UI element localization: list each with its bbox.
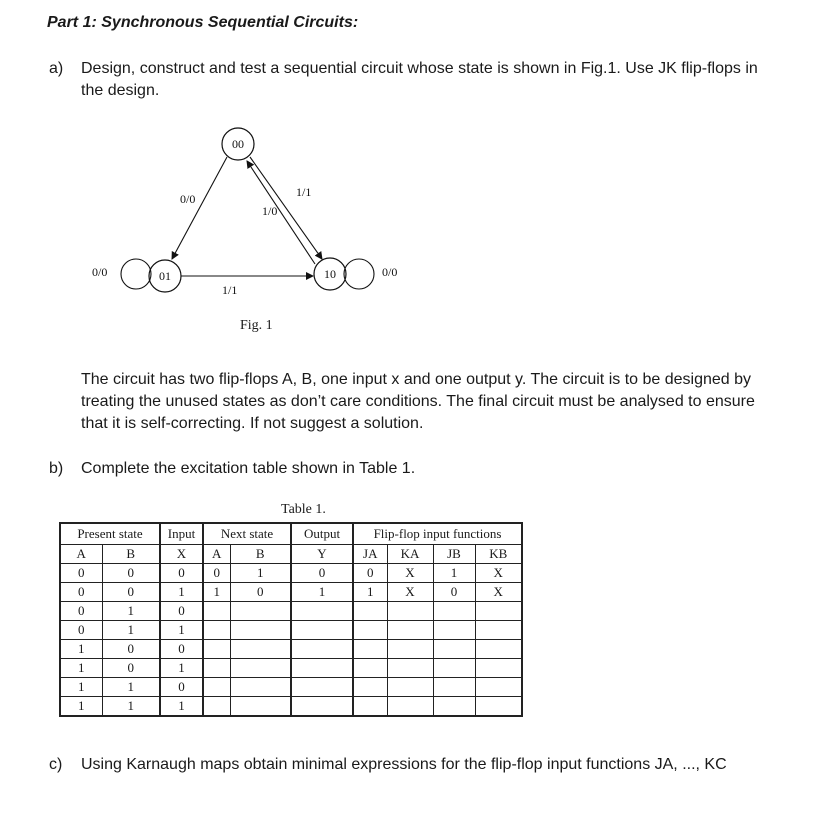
sub-header-cell: A (60, 545, 102, 564)
table-cell (475, 640, 522, 659)
sub-header-cell: JA (353, 545, 387, 564)
table-cell (433, 678, 475, 697)
table-cell: 0 (353, 564, 387, 583)
part-a-label: a) (49, 60, 64, 77)
state-00-label: 00 (232, 137, 244, 151)
table-cell (387, 678, 433, 697)
state-01-label: 01 (159, 269, 171, 283)
table-cell: 0 (102, 583, 160, 602)
table-cell (203, 621, 230, 640)
table-cell: X (387, 564, 433, 583)
table-cell (353, 659, 387, 678)
table-cell (387, 602, 433, 621)
header-input: Input (160, 523, 203, 545)
table-cell: 1 (230, 564, 291, 583)
table-cell: 1 (102, 697, 160, 717)
table-cell (291, 678, 353, 697)
table-row (60, 640, 522, 659)
table-cell (291, 659, 353, 678)
table-cell: 1 (291, 583, 353, 602)
table-cell (230, 678, 291, 697)
part-a-line2: the design. (81, 82, 160, 99)
table-cell: 0 (60, 583, 102, 602)
table-cell: 0 (102, 659, 160, 678)
table-cell (433, 640, 475, 659)
table-cell: X (475, 583, 522, 602)
header-present-state: Present state (60, 523, 160, 545)
table-caption: Table 1. (281, 502, 326, 517)
figure-caption: Fig. 1 (240, 318, 273, 333)
table-cell: 1 (160, 621, 203, 640)
edge-label-01-self: 0/0 (92, 265, 108, 279)
table-cell: 0 (230, 583, 291, 602)
table-cell: X (387, 583, 433, 602)
edge-00-to-01 (172, 157, 227, 259)
table-cell (387, 640, 433, 659)
sub-header-cell: A (203, 545, 230, 564)
table-cell: 1 (102, 602, 160, 621)
table-cell (475, 697, 522, 717)
table-cell: 0 (60, 564, 102, 583)
table-cell: 1 (60, 659, 102, 678)
table-row (60, 697, 522, 717)
table-cell (230, 640, 291, 659)
edge-label-00-10: 1/1 (296, 185, 312, 199)
table-cell (353, 678, 387, 697)
edge-label-10-self: 0/0 (382, 265, 398, 279)
sub-header-cell: KB (475, 545, 522, 564)
edge-label-00-01: 0/0 (180, 192, 196, 206)
part-c-text: Using Karnaugh maps obtain minimal expressions for the flip-flop input functions JA, ..., KC (81, 756, 727, 773)
table-cell (230, 621, 291, 640)
table-cell: 1 (102, 621, 160, 640)
table-cell: 0 (291, 564, 353, 583)
table-cell: 1 (353, 583, 387, 602)
table-sub-header-row (60, 545, 522, 564)
table-cell (230, 697, 291, 717)
part-a-line1: Design, construct and test a sequential circuit whose state is shown in Fig.1. Use JK flip-flops in (81, 60, 758, 77)
table-cell (433, 659, 475, 678)
table-cell (353, 621, 387, 640)
table-cell: 0 (160, 640, 203, 659)
page-title: Part 1: Synchronous Sequential Circuits: (47, 14, 359, 31)
table-cell: 1 (160, 697, 203, 717)
table-cell (230, 602, 291, 621)
table-cell (387, 621, 433, 640)
table-cell (291, 640, 353, 659)
table-row (60, 602, 522, 621)
part-b-text: Complete the excitation table shown in Table 1. (81, 460, 416, 477)
table-cell (433, 697, 475, 717)
table-cell (203, 640, 230, 659)
edge-label-10-00: 1/0 (262, 204, 278, 218)
table-cell: 1 (60, 640, 102, 659)
description-line2: treating the unused states as don’t care conditions. The final circuit must be analysed to ensure (81, 393, 755, 410)
sub-header-cell: X (160, 545, 203, 564)
table-cell: 0 (60, 602, 102, 621)
sub-header-cell: B (230, 545, 291, 564)
description-line1: The circuit has two flip-flops A, B, one input x and one output y. The circuit is to be designed by (81, 371, 752, 388)
table-row (60, 659, 522, 678)
table-cell: 0 (160, 602, 203, 621)
table-cell: 0 (102, 564, 160, 583)
table-cell (203, 697, 230, 717)
table-cell (475, 602, 522, 621)
sub-header-cell: JB (433, 545, 475, 564)
table-cell: 1 (433, 564, 475, 583)
table-group-header-row (60, 523, 522, 545)
table-row (60, 678, 522, 697)
table-cell: 0 (160, 678, 203, 697)
table-cell: 1 (102, 678, 160, 697)
table-cell (475, 678, 522, 697)
table-row (60, 583, 522, 602)
table-cell (475, 659, 522, 678)
state-diagram (60, 115, 420, 315)
description-line3: that it is self-correcting. If not suggest a solution. (81, 415, 424, 432)
table-cell (353, 697, 387, 717)
edge-10-to-00 (247, 161, 315, 264)
table-cell (203, 659, 230, 678)
table-cell: 1 (60, 697, 102, 717)
table-cell (433, 602, 475, 621)
table-cell: 0 (433, 583, 475, 602)
edge-00-to-10 (250, 157, 322, 259)
edge-label-01-10: 1/1 (222, 283, 238, 297)
table-cell (203, 678, 230, 697)
table-cell: 1 (203, 583, 230, 602)
table-cell: 1 (60, 678, 102, 697)
table-cell: 0 (60, 621, 102, 640)
header-flip-flop-inputs: Flip-flop input functions (353, 523, 522, 545)
table-cell (230, 659, 291, 678)
sub-header-cell: B (102, 545, 160, 564)
table-cell (353, 602, 387, 621)
table-cell: 1 (160, 583, 203, 602)
table-cell (353, 640, 387, 659)
table-row (60, 621, 522, 640)
state-10-label: 10 (324, 267, 336, 281)
table-cell: 1 (160, 659, 203, 678)
part-c-label: c) (49, 756, 63, 773)
table-cell (291, 697, 353, 717)
table-cell (291, 602, 353, 621)
sub-header-cell: Y (291, 545, 353, 564)
excitation-table (59, 522, 523, 717)
table-cell (387, 659, 433, 678)
table-cell: 0 (203, 564, 230, 583)
table-cell (433, 621, 475, 640)
header-next-state: Next state (203, 523, 291, 545)
table-row (60, 564, 522, 583)
table-cell: 0 (102, 640, 160, 659)
table-cell (475, 621, 522, 640)
table-cell: 0 (160, 564, 203, 583)
part-b-label: b) (49, 460, 64, 477)
header-output: Output (291, 523, 353, 545)
state-01-self-loop (121, 259, 151, 289)
state-10-self-loop (344, 259, 374, 289)
table-cell (291, 621, 353, 640)
table-cell: X (475, 564, 522, 583)
table-cell (203, 602, 230, 621)
table-cell (387, 697, 433, 717)
sub-header-cell: KA (387, 545, 433, 564)
